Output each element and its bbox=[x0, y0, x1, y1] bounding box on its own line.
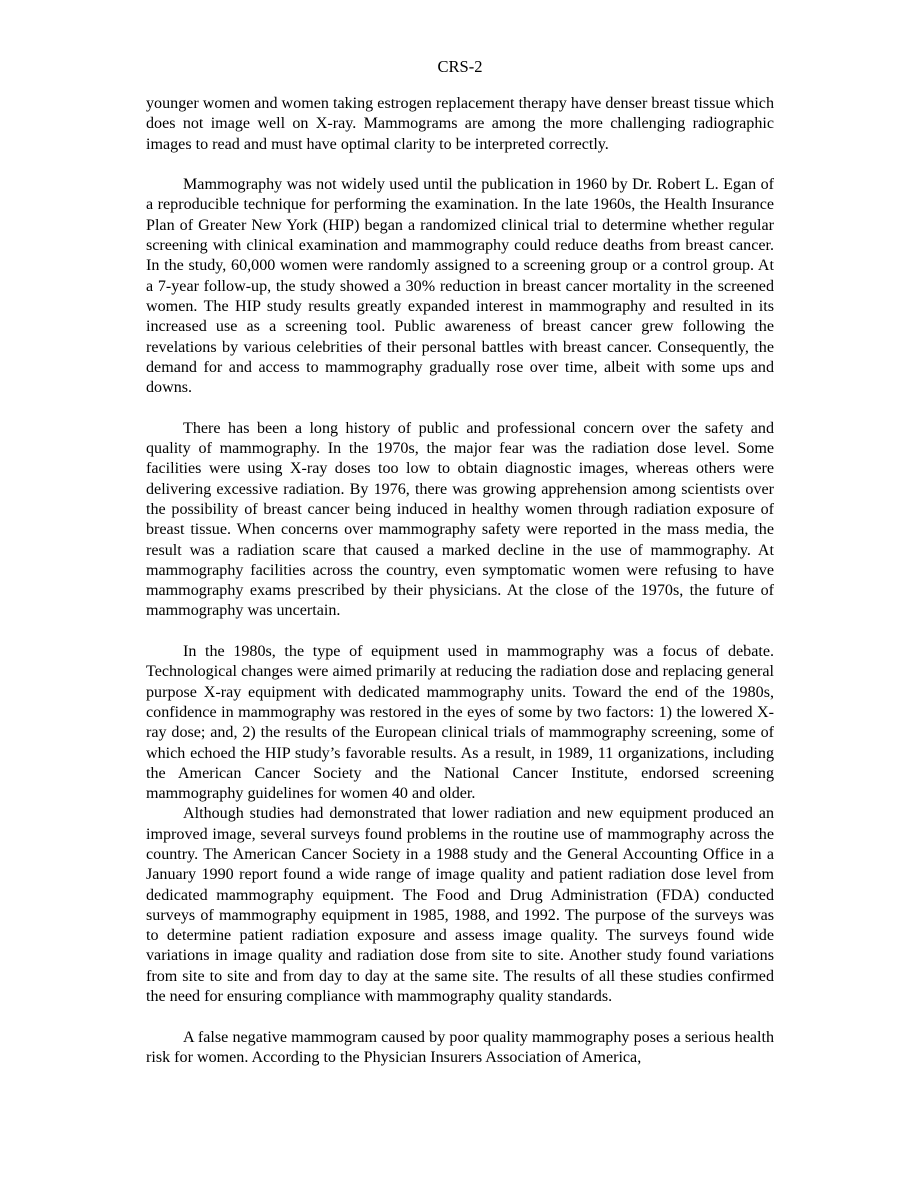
page-header: CRS-2 bbox=[437, 57, 483, 76]
paragraph-1980s-equipment: In the 1980s, the type of equipment used in mammography was a focus of debate. Technological changes were aimed primarily at reducing the radiation dose and replacing general purpose X-ray equipment with dedicated mammography units. Toward the end of the 1980s, confidence in mammography was restored in the eyes of some by two factors: 1) the lowered X-ray dose; and, 2) the results of the European clinical trials of mammography screening, some of which echoed the HIP study’s favorable results. As a result, in 1989, 11 organizations, including the American Cancer Society and the National Cancer Institute, endorsed screening mammography guidelines for women 40 and older. bbox=[146, 643, 774, 803]
paragraph-false-negative: A false negative mammogram caused by poor quality mammography poses a serious health risk for women. According to the Physician Insurers Association of America, bbox=[146, 1028, 774, 1066]
paragraph-surveys: Although studies had demonstrated that lower radiation and new equipment produced an improved image, several surveys found problems in the routine use of mammography across the country. The American Cancer Society in a 1988 study and the General Accounting Office in a January 1990 report found a wide range of image quality and patient radiation dose level from dedicated mammography equipment. The Food and Drug Administration (FDA) conducted surveys of mammography equipment in 1985, 1988, and 1992. The purpose of the surveys was to determine patient radiation exposure and assess image quality. The surveys found wide variations in image quality and radiation dose from site to site. Another study found variations from site to site and from day to day at the same site. The results of all these studies confirmed the need for ensuring compliance with mammography quality standards. bbox=[146, 805, 774, 1006]
paragraph-safety-concerns: There has been a long history of public and professional concern over the safety and quality of mammography. In the 1970s, the major fear was the radiation dose level. Some facilities were using X-ray doses too low to obtain diagnostic images, whereas others were delivering excessive radiation. By 1976, there was growing apprehension among scientists over the possibility of breast cancer being induced in healthy women through radiation exposure of breast tissue. When concerns over mammography safety were reported in the mass media, the result was a radiation scare that caused a marked decline in the use of mammography. At mammography facilities across the country, even symptomatic women were refusing to have mammography exams prescribed by their physicians. At the close of the 1970s, the future of mammography was uncertain. bbox=[146, 419, 774, 620]
body-text bbox=[146, 94, 774, 1089]
paragraph-continued: younger women and women taking estrogen replacement therapy have denser breast tissue which does not image well on X-ray. Mammograms are among the more challenging radiographic images to read and must have optimal clarity to be interpreted correctly. bbox=[146, 95, 774, 153]
paragraph-mammography-history: Mammography was not widely used until the publication in 1960 by Dr. Robert L. Egan of a reproducible technique for performing the examination. In the late 1960s, the Health Insurance Plan of Greater New York (HIP) began a randomized clinical trial to determine whether regular screening with clinical examination and mammography could reduce deaths from breast cancer. In the study, 60,000 women were randomly assigned to a screening group or a control group. At a 7-year follow-up, the study showed a 30% reduction in breast cancer mortality in the screened women. The HIP study results greatly expanded interest in mammography and resulted in its increased use as a screening tool. Public awareness of breast cancer grew following the revelations by various celebrities of their personal battles with breast cancer. Consequently, the demand for and access to mammography gradually rose over time, albeit with some ups and downs. bbox=[146, 176, 774, 397]
